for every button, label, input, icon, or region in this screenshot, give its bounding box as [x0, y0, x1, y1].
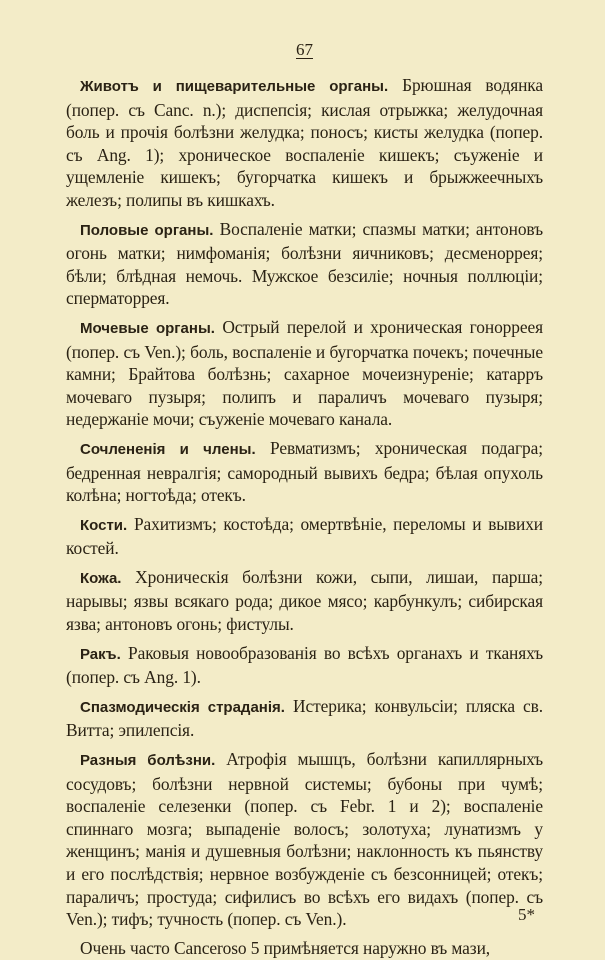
section-joints: [66, 437, 543, 507]
section-skin: [66, 566, 543, 636]
section-various: [66, 748, 543, 931]
section-text: Брюшная водянка (попер. съ Canc. n.); диспепсія; кислая отрыжка; желудочная боль и прочія болѣзни желудка; поносъ; кисты желудка (попер. съ Ang. 1); хроническое воспаленіе кишекъ; съуженіе и ущемленіе кишекъ; бугорчатка кишекъ и брыжжеечныхъ железъ; полипы въ кишкахъ.: [66, 75, 544, 210]
section-digestive: [66, 74, 543, 212]
section-text: Воспаленіе матки; спазмы матки; антоновъ огонь матки; нимфоманія; болѣзни яичниковъ; десменоррея; бѣли; блѣдная немочь. Мужское безсиліе; ночныя поллюціи; сперматоррея.: [66, 218, 544, 309]
section-heading: Ракъ.: [80, 645, 121, 663]
section-heading: Сочлененія и члены.: [80, 440, 256, 458]
section-text: Хроническія болѣзни кожи, сыпи, лишаи, парша; нарывы; язвы всякаго рода; дикое мясо; карбункулъ; сибирская язва; антоновъ огонь; фистулы.: [66, 566, 544, 635]
section-heading: Половые органы.: [80, 221, 214, 239]
section-cancer: [66, 642, 543, 689]
section-text: Атрофія мышцъ, болѣзни капиллярныхъ сосудовъ; болѣзни нервной системы; бубоны при чумѣ; воспаленіе селезенки (попер. съ Febr. 1 и 2); воспаленіе спиннаго мозга; выпаденіе волосъ; золотуха; лунатизмъ у женщинъ; манія и душевныя болѣзни; наклонность къ пьянству и его послѣдствія; нервное возбужденіе съ безсонницей; отекъ; параличъ; простуда; сифилисъ во всѣхъ его видахъ (попер. съ Ven.); тифъ; тучность (попер. съ Ven.).: [66, 749, 543, 930]
section-heading: Спазмодическія страданія.: [80, 698, 285, 716]
section-text: Рахитизмъ; костоѣда; омертвѣніе, переломы и вывихи костей.: [66, 513, 544, 559]
section-bones: [66, 513, 543, 560]
signature-mark: 5*: [518, 905, 535, 924]
section-text: Ревматизмъ; хроническая подагра; бедренная невралгія; самородный вывихъ бедра; бѣлая опухоль колѣна; ногтоѣда; отекъ.: [66, 437, 543, 506]
page-number: 67: [296, 40, 313, 59]
section-genital: [66, 218, 543, 310]
section-heading: Кожа.: [80, 569, 122, 587]
section-text: Раковыя новообразованія во всѣхъ органахъ и тканяхъ (попер. съ Ang. 1).: [66, 642, 543, 688]
section-spasmodic: [66, 695, 543, 742]
section-text: Острый перелой и хроническая гонорреея (попер. съ Ven.); боль, воспаленіе и бугорчатка почекъ; почечные камни; Брайтова болѣзнь; сахарное мочеизнуреніе; катарръ мочеваго пузыря; полипъ и параличъ мочеваго пузыря; недержаніе мочи; съуженіе мочеваго канала.: [66, 316, 543, 430]
section-text: Истерика; конвульсіи; пляска св. Витта; эпилепсія.: [66, 695, 544, 741]
section-heading: Животъ и пищеварительные органы.: [80, 78, 389, 95]
section-heading: Кости.: [80, 516, 128, 534]
section-heading: Разныя болѣзни.: [80, 752, 216, 770]
final-paragraph: Очень часто Canceroso 5 примѣняется наружно въ мази,: [80, 937, 491, 958]
section-heading: Мочевые органы.: [80, 319, 215, 337]
section-urinary: [66, 316, 543, 431]
